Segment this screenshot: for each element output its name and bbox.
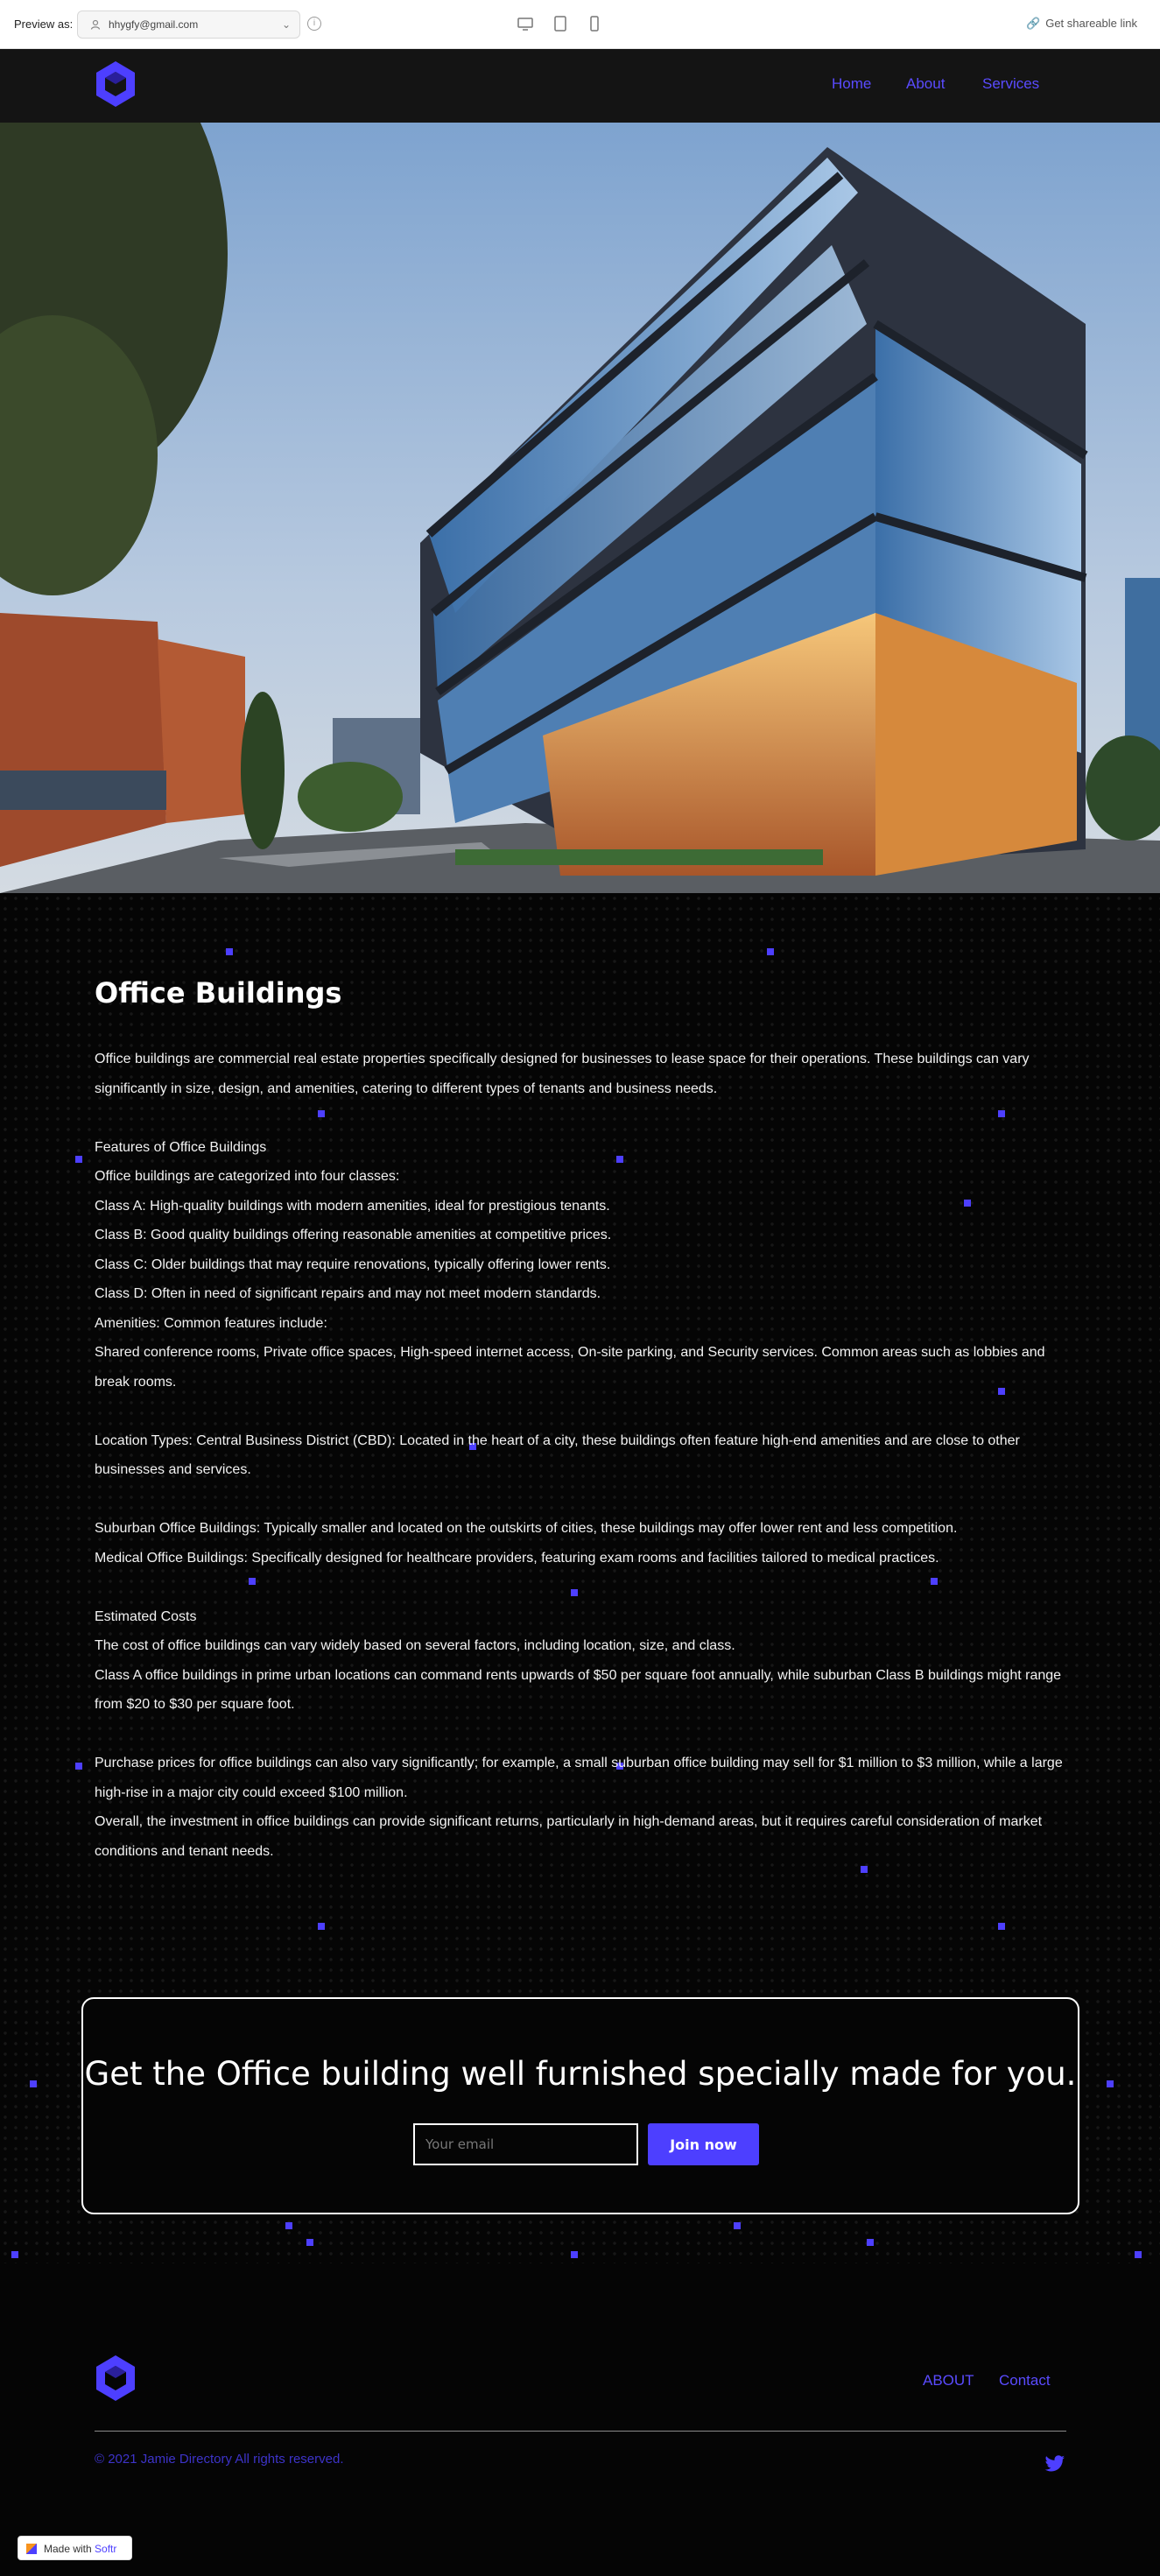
decor-square [30,2080,37,2087]
nav-home[interactable]: Home [832,75,872,92]
decor-square [867,2239,874,2246]
chevron-down-icon: ⌄ [281,18,291,31]
decor-square [75,1763,82,1770]
preview-bar [0,0,1160,49]
user-icon [90,19,101,30]
decor-square [226,948,233,955]
softr-logo-icon [26,2544,37,2554]
article-paragraph: Class B: Good quality buildings offering reasonable amenities at competitive prices. [95,1228,612,1242]
article-paragraph: Medical Office Buildings: Specifically designed for healthcare providers, featuring exam rooms and facilities tailored to medical practices. [95,1550,939,1566]
cta-heading: Get the Office building well furnished specially made for you. [84,2055,1077,2093]
brand-label: Softr [95,2543,117,2555]
made-with-badge[interactable] [18,2536,132,2560]
footer-link-contact[interactable]: Contact [999,2372,1051,2389]
article-paragraph: Office buildings are categorized into four classes: [95,1169,400,1184]
decor-square [998,1923,1005,1930]
nav-about[interactable]: About [906,75,946,92]
office-building-photo [0,123,1160,893]
article-paragraph: Location Types: Central Business District (CBD): Located in the heart of a city, these buildings often feature high-end amenities and are close to other businesses and services. [95,1432,1020,1477]
decor-square [11,2251,18,2258]
share-label: Get shareable link [1045,17,1137,30]
article-paragraph: Overall, the investment in office buildings can provide significant returns, particularly in high-demand areas, but it requires careful consideration of market conditions and tenant needs. [95,1814,1043,1859]
desktop-icon[interactable] [517,15,534,32]
decor-square [571,2251,578,2258]
email-input[interactable] [413,2123,638,2165]
footer [0,2263,1160,2576]
footer-divider [95,2431,1066,2432]
hero-image [0,123,1160,893]
decor-square [306,2239,313,2246]
get-shareable-link[interactable] [1026,17,1137,31]
preview-user-select[interactable] [77,11,300,39]
logo-icon[interactable] [94,60,137,109]
tablet-icon[interactable] [552,15,569,32]
cta-box [81,1997,1079,2214]
article-title: Office Buildings [95,976,342,1010]
costs-heading: Estimated Costs [95,1608,197,1624]
preview-user-value: hhygfy@gmail.com [109,18,199,31]
decor-square [734,2222,741,2229]
decor-square [318,1923,325,1930]
decor-square [861,1866,868,1873]
article-paragraph: Amenities: Common features include: [95,1315,327,1331]
decor-square [285,2222,292,2229]
footer-link-about[interactable]: ABOUT [923,2372,974,2389]
copyright: © 2021 Jamie Directory All rights reserved. [95,2452,344,2467]
preview-label: Preview as: [14,18,74,31]
made-with-label: Made with [44,2543,92,2555]
article-paragraph: Class C: Older buildings that may require renovations, typically offering lower rents. [95,1256,611,1272]
article-paragraph: Purchase prices for office buildings can also vary significantly; for example, a small suburban office building may sell for $1 million to $3 million, while a large high-rise in a major city could exceed $100 million. [95,1756,1063,1800]
article [95,976,1066,1866]
article-paragraph: Class D: Often in need of significant repairs and may not meet modern standards. [95,1286,601,1301]
info-icon[interactable]: i [307,17,321,31]
mobile-icon[interactable] [586,15,603,32]
article-paragraph: Class A: High-quality buildings with modern amenities, ideal for prestigious tenants. [95,1198,610,1214]
decor-square [1107,2080,1114,2087]
decor-square [767,948,774,955]
join-now-button[interactable]: Join now [648,2123,759,2165]
link-icon: 🔗 [1026,17,1041,30]
twitter-icon[interactable] [1044,2455,1065,2473]
article-paragraph: The cost of office buildings can vary widely based on several factors, including location, size, and class. [95,1638,735,1653]
article-paragraph: Class A office buildings in prime urban locations can command rents upwards of $50 per square foot annually, while suburban Class B buildings might range from $20 to $30 per square foot. [95,1667,1062,1712]
footer-logo-icon[interactable] [94,2354,137,2403]
decor-square [75,1156,82,1163]
features-heading: Features of Office Buildings [95,1139,267,1155]
nav-services[interactable]: Services [982,75,1040,92]
article-paragraph: Shared conference rooms, Private office spaces, High-speed internet access, On-site parking, and Security services. Common areas such as lobbies and break rooms. [95,1345,1045,1390]
article-paragraph: Suburban Office Buildings: Typically smaller and located on the outskirts of cities, these buildings may offer lower rent and less competition. [95,1521,958,1536]
decor-square [1135,2251,1142,2258]
article-intro: Office buildings are commercial real estate properties specifically designed for businesses to lease space for their operations. These buildings can vary significantly in size, design, and amenities, catering to different types of tenants and business needs. [95,1052,1030,1096]
